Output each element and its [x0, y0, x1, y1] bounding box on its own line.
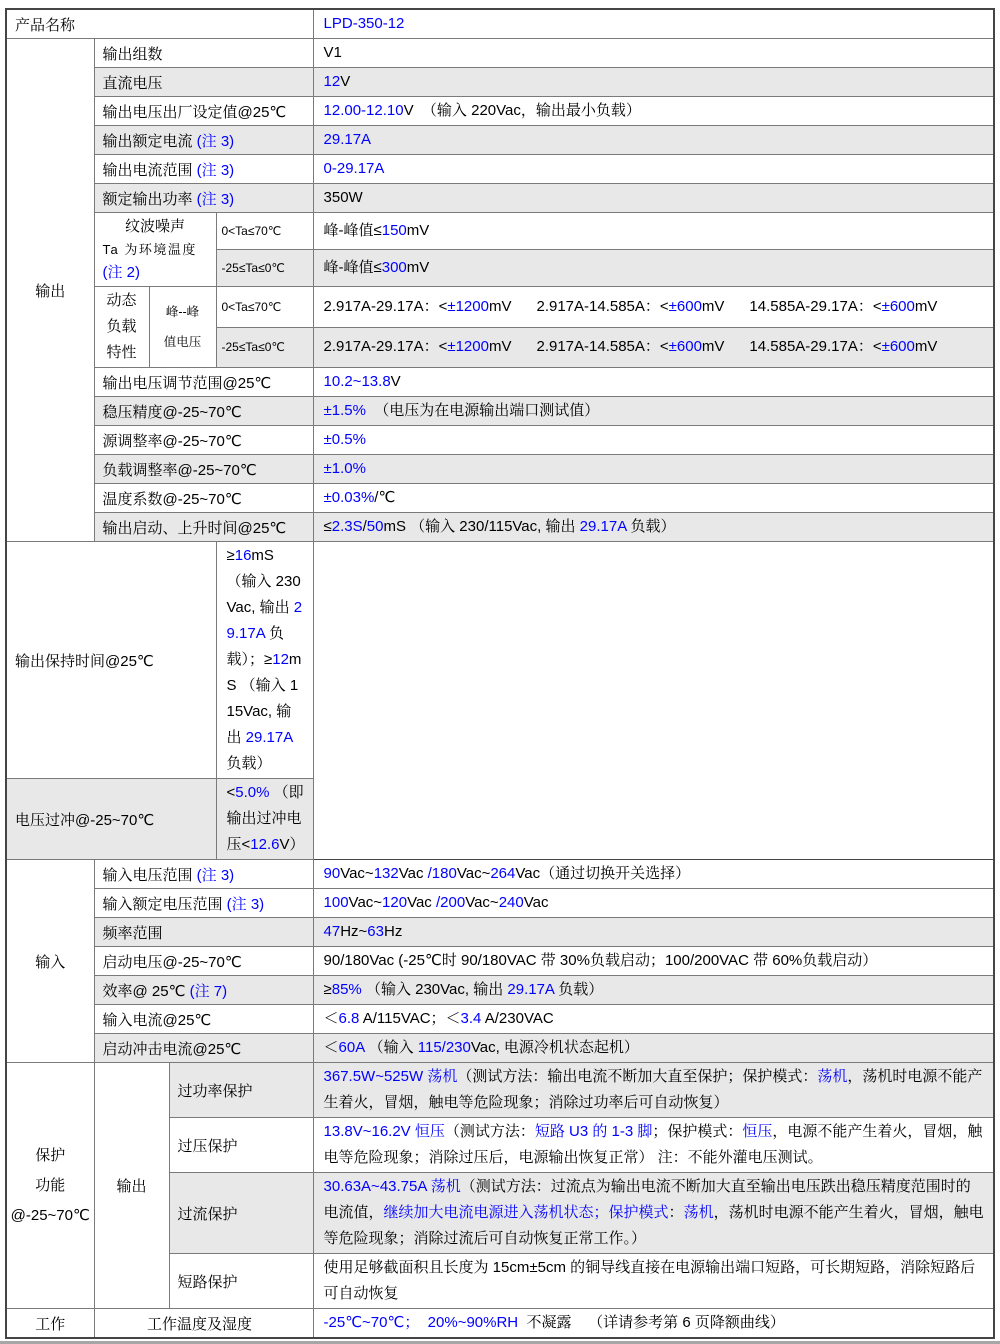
text-segment: mS （输入 115Vac, 输出 — [226, 651, 302, 746]
text-segment: 恒压 — [742, 1123, 773, 1140]
text-segment: 300 — [381, 259, 407, 276]
text-segment: Hz~ — [340, 923, 368, 940]
text-segment: (注 3) — [196, 190, 235, 208]
text-segment: 输出电流范围 — [102, 161, 197, 179]
label-rated-power — [94, 184, 313, 213]
value-voltage-overshoot — [216, 779, 313, 860]
text-segment: 12 — [323, 73, 341, 90]
text-segment: 0<Ta≤70℃ — [221, 299, 282, 314]
text-segment: 动态 — [106, 292, 137, 309]
text-segment: -25℃~70℃； 20%~90%RH — [323, 1314, 519, 1331]
value-temp-coefficient — [313, 484, 994, 513]
value-output-groups — [313, 39, 994, 68]
text-segment: 3.4 — [460, 1010, 482, 1027]
text-segment: 输出启动、上升时间@25℃ — [102, 519, 287, 537]
text-segment: 132 — [373, 865, 399, 882]
text-segment: 电压过冲@-25~70℃ — [15, 811, 155, 829]
text-segment: 63 — [367, 923, 384, 940]
text-segment: 温度系数@-25~70℃ — [102, 490, 242, 508]
text-segment: 100 — [323, 894, 349, 911]
text-segment: (注 2) — [102, 264, 141, 281]
product-name-label — [6, 9, 313, 39]
text-segment: 工作温度及湿度 — [147, 1315, 253, 1333]
text-segment: /℃ — [374, 489, 396, 506]
label-startup-rise-time — [94, 513, 313, 542]
text-segment: 稳压精度@-25~70℃ — [102, 403, 242, 421]
value-ripple-2 — [313, 250, 994, 287]
text-segment: /180 — [427, 865, 457, 882]
value-over-current-protection — [313, 1173, 994, 1254]
text-segment: 0-29.17A — [323, 160, 385, 177]
section-input — [6, 860, 94, 1063]
value-regulation-accuracy — [313, 397, 994, 426]
label-rated-current — [94, 126, 313, 155]
label-efficiency — [94, 976, 313, 1005]
label-startup-voltage — [94, 947, 313, 976]
value-inrush-current — [313, 1034, 994, 1063]
text-segment: （通过切换开关选择） — [540, 865, 691, 882]
text-segment: 30.63A~43.75A 荡机 — [323, 1178, 461, 1195]
text-segment: 10.2~13.8 — [323, 373, 391, 390]
text-segment: mV 14.585A-29.17A：< — [701, 297, 882, 315]
text-segment: Vac — [515, 865, 541, 882]
value-ripple-1 — [313, 213, 994, 250]
value-short-circuit-protection — [313, 1254, 994, 1309]
text-segment: Vac~ — [348, 894, 383, 911]
value-rated-current — [313, 126, 994, 155]
text-segment: 输出额定电流 — [102, 132, 197, 150]
text-segment: V1 — [323, 44, 342, 61]
product-name-value — [313, 9, 994, 39]
text-segment: 荡机 — [683, 1204, 714, 1221]
value-startup-voltage — [313, 947, 994, 976]
text-segment: 12 — [272, 651, 289, 668]
spec-table-body — [6, 9, 994, 1338]
value-input-current — [313, 1005, 994, 1034]
text-segment: （输入 — [364, 1039, 418, 1056]
label-regulation-accuracy — [94, 397, 313, 426]
text-segment: 峰-峰值≤ — [323, 259, 382, 276]
text-segment: (注 3) — [226, 895, 265, 913]
text-segment: @-25~70℃ — [10, 1206, 90, 1224]
text-segment: V） — [279, 836, 305, 853]
text-segment: (注 3) — [196, 161, 235, 179]
text-segment: 350W — [323, 189, 363, 206]
text-segment: A/115VAC；＜ — [359, 1010, 461, 1027]
text-segment: 短路 U3 的 1-3 脚 — [534, 1123, 653, 1140]
label-dynamic-load — [94, 287, 149, 368]
text-segment: 源调整率@-25~70℃ — [102, 432, 242, 450]
text-segment: ±0.5% — [323, 431, 366, 448]
label-output-groups — [94, 39, 313, 68]
text-segment: 240 — [498, 894, 524, 911]
cond-dynamic-1 — [216, 287, 313, 328]
text-segment: （测试方法：输出电流不断加大直至保护；保护模式： — [457, 1068, 818, 1085]
text-segment: 输出组数 — [102, 45, 163, 63]
text-segment: mS （输入 230/115Vac, 输出 — [383, 518, 580, 535]
text-segment: 特性 — [106, 344, 137, 361]
text-segment: mS （输入 230Vac, 输出 — [226, 547, 301, 616]
value-working-temp-humidity — [313, 1309, 994, 1339]
text-segment: 输入额定电压范围 — [102, 895, 227, 913]
text-segment: (注 3) — [196, 866, 235, 884]
text-segment: ，荡机时电源不能产生着火，冒烟，触电等危险现象；消除过功率后可自动恢复） — [323, 1068, 983, 1111]
text-segment: 2.917A-29.17A：< — [323, 338, 448, 356]
text-segment: 峰-峰值≤ — [323, 222, 382, 239]
text-segment: /200 — [435, 894, 466, 911]
text-segment: (注 7) — [189, 982, 228, 1000]
text-segment: -25≤Ta≤0℃ — [221, 261, 285, 275]
text-segment: 负载调整率@-25~70℃ — [102, 461, 257, 479]
text-segment: 5.0% — [235, 784, 270, 801]
text-segment: 值电压 — [163, 335, 202, 349]
label-working-temp-humidity — [94, 1309, 313, 1339]
text-segment: A/230VAC — [481, 1010, 554, 1027]
value-efficiency — [313, 976, 994, 1005]
label-frequency-range — [94, 918, 313, 947]
text-segment: Vac — [407, 894, 436, 911]
text-segment: 29.17A — [245, 729, 293, 746]
text-segment: mV 14.585A-29.17A：< — [701, 338, 882, 356]
label-over-current-protection — [169, 1173, 313, 1254]
text-segment: 峰--峰 — [165, 305, 200, 319]
text-segment: 47 — [323, 923, 341, 940]
value-load-regulation — [313, 455, 994, 484]
text-segment: 13.8V~16.2V 恒压 — [323, 1123, 445, 1140]
text-segment: 过流保护 — [177, 1205, 238, 1223]
text-segment: 负载） — [554, 981, 604, 998]
section-working — [6, 1309, 94, 1339]
text-segment: 29.17A — [226, 599, 303, 642]
label-factory-set-voltage — [94, 97, 313, 126]
value-dynamic-1 — [313, 287, 994, 328]
text-segment: 不凝露 （详请参考第 6 页降额曲线） — [518, 1314, 785, 1331]
text-segment: 短路保护 — [177, 1273, 238, 1291]
text-segment: （测试方法：过流点为输出电流不断加大直至输出电压跌出稳压精度范围时的电流值， — [323, 1178, 971, 1221]
text-segment: 90/180Vac (-25℃时 90/180VAC 带 30%负载启动；100/200VAC 带 60%负载启动） — [323, 952, 878, 969]
text-segment: LPD-350-12 — [323, 15, 405, 32]
text-segment: ±1.5% — [323, 402, 366, 419]
text-segment: Vac, 电源冷机状态起机） — [470, 1039, 639, 1056]
value-factory-set-voltage — [313, 97, 994, 126]
text-segment: 频率范围 — [102, 924, 163, 942]
cond-dynamic-2 — [216, 327, 313, 368]
value-over-voltage-protection — [313, 1118, 994, 1173]
text-segment: 输出保持时间@25℃ — [15, 652, 154, 670]
label-temp-coefficient — [94, 484, 313, 513]
text-segment: ： — [668, 1204, 684, 1221]
text-segment: Vac — [523, 894, 549, 911]
value-dynamic-2 — [313, 327, 994, 368]
text-segment: 2.3S — [331, 518, 363, 535]
label-load-regulation — [94, 455, 313, 484]
label-line-regulation — [94, 426, 313, 455]
text-segment: 16 — [234, 547, 252, 564]
text-segment: 额定输出功率 — [102, 190, 197, 208]
text-segment: 负载） — [226, 729, 297, 772]
label-current-range — [94, 155, 313, 184]
value-line-regulation — [313, 426, 994, 455]
spec-table — [5, 8, 995, 1339]
text-segment: ，荡机时电源不能产生着火，冒烟，触电等危险现象；消除过流后可自动恢复正常工作。） — [323, 1204, 984, 1247]
text-segment: mV — [914, 297, 938, 315]
value-rated-power — [313, 184, 994, 213]
text-segment: 效率@ 25℃ — [102, 982, 190, 1000]
value-hold-time — [216, 542, 313, 779]
text-segment: 90 — [323, 865, 341, 882]
text-segment: 50 — [366, 518, 384, 535]
text-segment: 输入 — [35, 953, 66, 971]
label-voltage-adjust-range — [94, 368, 313, 397]
text-segment: ≥ — [323, 981, 332, 998]
text-segment: 启动电压@-25~70℃ — [102, 953, 242, 971]
text-segment: mV — [406, 222, 430, 239]
text-segment: V — [390, 373, 401, 390]
text-segment: 负载） — [626, 518, 676, 535]
text-segment: mV — [406, 259, 430, 276]
label-hold-time — [6, 542, 216, 779]
text-segment: V （输入 220Vac，输出最小负载） — [403, 102, 641, 119]
text-segment: （输入 230Vac, 输出 — [361, 981, 508, 998]
label-voltage-overshoot — [6, 779, 216, 860]
text-segment: 0<Ta≤70℃ — [221, 224, 282, 238]
text-segment: ，电源不能产生着火，冒烟，触电等危险现象；消除过压后，电源输出恢复正常） 注：不能外灌电压测试。 — [323, 1123, 983, 1166]
text-segment: Vac — [398, 865, 428, 882]
label-peak-to-peak — [149, 287, 216, 368]
value-dc-voltage — [313, 68, 994, 97]
text-segment: 29.17A — [507, 981, 555, 998]
text-segment: ±600 — [881, 297, 915, 315]
label-dc-voltage — [94, 68, 313, 97]
text-segment: 264 — [490, 865, 516, 882]
value-input-rated-voltage-range — [313, 889, 994, 918]
text-segment: ±600 — [668, 297, 702, 315]
text-segment: mV 2.917A-14.585A：< — [488, 297, 669, 315]
value-current-range — [313, 155, 994, 184]
text-segment: 115/230 — [417, 1039, 471, 1056]
text-segment: ±600 — [668, 338, 702, 356]
text-segment: 使用足够截面积且长度为 15cm±5cm 的铜导线直接在电源输出端口短路，可长期短路，消除短路后可自动恢复 — [323, 1259, 976, 1302]
label-input-current — [94, 1005, 313, 1034]
text-segment: （电压为在电源输出端口测试值） — [365, 402, 600, 419]
label-over-power-protection — [169, 1063, 313, 1118]
text-segment: 过压保护 — [177, 1137, 238, 1155]
text-segment: Vac~ — [340, 865, 374, 882]
text-segment: 产品名称 — [15, 16, 76, 34]
value-frequency-range — [313, 918, 994, 947]
text-segment: ＜ — [323, 1010, 339, 1027]
text-segment: ；保护模式： — [652, 1123, 743, 1140]
text-segment: 过功率保护 — [177, 1082, 253, 1100]
text-segment: ≤ — [323, 518, 332, 535]
text-segment: 输入电流@25℃ — [102, 1011, 212, 1029]
cond-ripple-2 — [216, 250, 313, 287]
text-segment: 保护 — [35, 1146, 66, 1164]
text-segment: 负载 — [106, 318, 137, 335]
text-segment: 负载）；≥ — [226, 625, 285, 668]
section-protection-output — [94, 1063, 169, 1309]
label-inrush-current — [94, 1034, 313, 1063]
text-segment: 工作 — [35, 1315, 66, 1333]
value-startup-rise-time — [313, 513, 994, 542]
text-segment: 29.17A — [579, 518, 627, 535]
text-segment: Vac~ — [465, 894, 499, 911]
text-segment: / — [362, 518, 367, 535]
value-voltage-adjust-range — [313, 368, 994, 397]
text-segment: 367.5W~525W 荡机 — [323, 1068, 458, 1085]
text-segment: Hz — [383, 923, 403, 940]
text-segment: -25≤Ta≤0℃ — [221, 340, 285, 355]
text-segment: 纹波噪声 — [124, 218, 185, 235]
label-over-voltage-protection — [169, 1118, 313, 1173]
text-segment: 输出电压调节范围@25℃ — [102, 374, 272, 392]
label-short-circuit-protection — [169, 1254, 313, 1309]
text-segment: mV — [914, 338, 938, 356]
text-segment: 29.17A — [323, 131, 372, 148]
text-segment: 直流电压 — [102, 74, 163, 92]
text-segment: 启动冲击电流@25℃ — [102, 1040, 242, 1058]
section-output — [6, 39, 94, 542]
label-input-voltage-range — [94, 860, 313, 889]
text-segment: ±0.03% — [323, 489, 375, 506]
text-segment: 输出 — [35, 282, 66, 300]
section-protection — [6, 1063, 94, 1309]
text-segment: 输入电压范围 — [102, 866, 197, 884]
text-segment: （即输出过冲电压< — [226, 784, 304, 853]
text-segment: ±1200 — [447, 297, 489, 315]
text-segment: Vac~ — [456, 865, 491, 882]
text-segment: 12.00-12.10 — [323, 102, 404, 119]
text-segment: (注 3) — [196, 132, 235, 150]
text-segment: 85% — [331, 981, 362, 998]
text-segment: ≥ — [226, 547, 235, 564]
cond-ripple-1 — [216, 213, 313, 250]
value-input-voltage-range — [313, 860, 994, 889]
text-segment: 继续加大电流电源进入荡机状态；保护模式 — [383, 1204, 669, 1221]
text-segment: （测试方法： — [444, 1123, 535, 1140]
text-segment: ±600 — [881, 338, 915, 356]
text-segment: < — [226, 784, 236, 801]
text-segment: ±1.0% — [323, 460, 366, 477]
text-segment: mV 2.917A-14.585A：< — [488, 338, 669, 356]
text-segment: 150 — [381, 222, 407, 239]
text-segment: 2.917A-29.17A：< — [323, 297, 448, 315]
text-segment: 60A — [338, 1039, 365, 1056]
text-segment: 输出电压出厂设定值@25℃ — [102, 103, 287, 121]
label-input-rated-voltage-range — [94, 889, 313, 918]
text-segment: 6.8 — [338, 1010, 360, 1027]
text-segment: 12.6 — [250, 836, 280, 853]
text-segment: Ta 为环境温度 — [102, 242, 197, 257]
text-segment: 输出 — [116, 1178, 147, 1195]
text-segment: 120 — [382, 894, 408, 911]
text-segment: 功能 — [35, 1176, 66, 1194]
value-over-power-protection — [313, 1063, 994, 1118]
text-segment: V — [340, 73, 351, 90]
text-segment: ＜ — [323, 1039, 339, 1056]
text-segment: ±1200 — [447, 338, 489, 356]
label-ripple-noise — [94, 213, 216, 287]
text-segment: 荡机 — [817, 1068, 848, 1085]
